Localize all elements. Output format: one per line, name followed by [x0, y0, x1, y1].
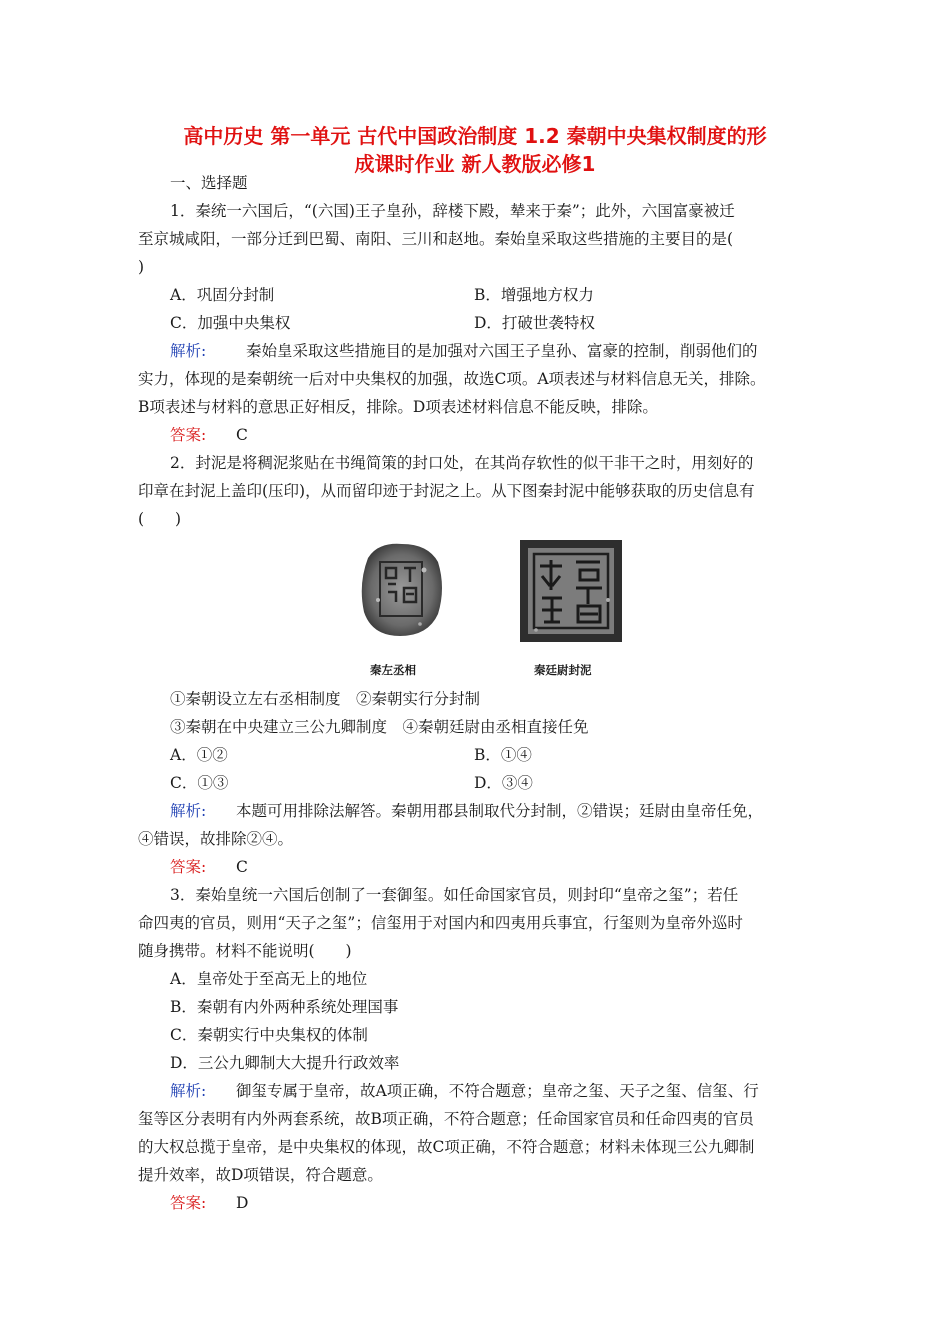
q1-option-c: C．加强中央集权: [170, 314, 291, 332]
q3-answer-value: D: [236, 1194, 249, 1212]
q3-option-c: C．秦朝实行中央集权的体制: [170, 1026, 368, 1044]
q2-option-a: A．①②: [170, 746, 228, 764]
q3-answer-label: 答案:: [170, 1194, 207, 1212]
q3-option-a: A．皇帝处于至高无上的地位: [170, 970, 368, 988]
q2-items-line-2: ③秦朝在中央建立三公九卿制度 ④秦朝廷尉由丞相直接任免: [170, 718, 589, 736]
title-line-2: 成课时作业 新人教版必修1: [354, 152, 596, 176]
figure-caption-right: 秦廷尉封泥: [534, 663, 592, 677]
q1-analysis-line-1: 秦始皇采取这些措施目的是加强对六国王子皇孙、富豪的控制，削弱他们的: [246, 342, 758, 360]
q3-analysis-line-3: 的大权总揽于皇帝，是中央集权的体现，故C项正确，不符合题意；材料未体现三公九卿制: [138, 1138, 755, 1156]
q2-option-c: C．①③: [170, 774, 229, 792]
q3-stem-line-2: 命四夷的官员，则用“天子之玺”；信玺用于对国内和四夷用兵事宜，行玺则为皇帝外巡时: [138, 914, 743, 932]
q2-stem-line-3: ( ): [138, 510, 182, 528]
q1-stem-line-2: 至京城咸阳，一部分迁到巴蜀、南阳、三川和赵地。秦始皇采取这些措施的主要目的是(: [138, 230, 734, 248]
q1-option-a: A．巩固分封制: [170, 286, 275, 304]
figure-caption-left: 秦左丞相: [370, 663, 416, 677]
qin-left-chancellor-seal-image: [358, 540, 444, 640]
q3-analysis-line-2: 玺等区分表明有内外两套系统，故B项正确，不符合题意；任命国家官员和任命四夷的官员: [138, 1110, 754, 1128]
section-heading: 一、选择题: [170, 174, 248, 192]
q3-stem-line-3: 随身携带。材料不能说明( ): [138, 942, 352, 960]
q1-analysis-line-2: 实力，体现的是秦朝统一后对中央集权的加强，故选C项。A项表述与材料信息无关，排除。: [138, 370, 766, 388]
q3-option-d: D．三公九卿制大大提升行政效率: [170, 1054, 400, 1072]
q2-answer-label: 答案:: [170, 858, 207, 876]
q1-option-b: B．增强地方权力: [474, 286, 594, 304]
q2-stem-line-2: 印章在封泥上盖印(压印)，从而留印迹于封泥之上。从下图秦封泥中能够获取的历史信息有: [138, 482, 755, 500]
q1-answer-value: C: [236, 426, 248, 444]
title-line-1: 高中历史 第一单元 古代中国政治制度 1.2 秦朝中央集权制度的形: [183, 124, 767, 148]
q1-stem-line-1: 1．秦统一六国后，“(六国)王子皇孙，辞楼下殿，辇来于秦”；此外，六国富豪被迁: [170, 202, 735, 220]
q1-analysis-line-3: B项表述与材料的意思正好相反，排除。D项表述材料信息不能反映，排除。: [138, 398, 658, 416]
qin-tingwei-seal-image: [520, 540, 622, 642]
q2-stem-line-1: 2．封泥是将稠泥浆贴在书绳简策的封口处，在其尚存软性的似干非干之时，用刻好的: [170, 454, 754, 472]
q2-analysis-label: 解析:: [170, 802, 207, 820]
q2-answer-value: C: [236, 858, 248, 876]
q3-stem-line-1: 3．秦始皇统一六国后创制了一套御玺。如任命国家官员，则封印“皇帝之玺”；若任: [170, 886, 739, 904]
q3-analysis-line-4: 提升效率，故D项错误，符合题意。: [138, 1166, 383, 1184]
q2-option-d: D．③④: [474, 774, 533, 792]
q3-option-b: B．秦朝有内外两种系统处理国事: [170, 998, 399, 1016]
q1-option-d: D．打破世袭特权: [474, 314, 595, 332]
q3-analysis-line-1: 御玺专属于皇帝，故A项正确，不符合题意；皇帝之玺、天子之玺、信玺、行: [236, 1082, 759, 1100]
q2-items-line-1: ①秦朝设立左右丞相制度 ②秦朝实行分封制: [170, 690, 481, 708]
q2-analysis-line-2: ④错误，故排除②④。: [138, 830, 294, 848]
q1-stem-line-3: ): [138, 258, 145, 276]
q2-analysis-line-1: 本题可用排除法解答。秦朝用郡县制取代分封制，②错误；廷尉由皇帝任免，: [236, 802, 764, 820]
q1-answer-label: 答案:: [170, 426, 207, 444]
q1-analysis-label: 解析:: [170, 342, 207, 360]
q3-analysis-label: 解析:: [170, 1082, 207, 1100]
q2-option-b: B．①④: [474, 746, 532, 764]
